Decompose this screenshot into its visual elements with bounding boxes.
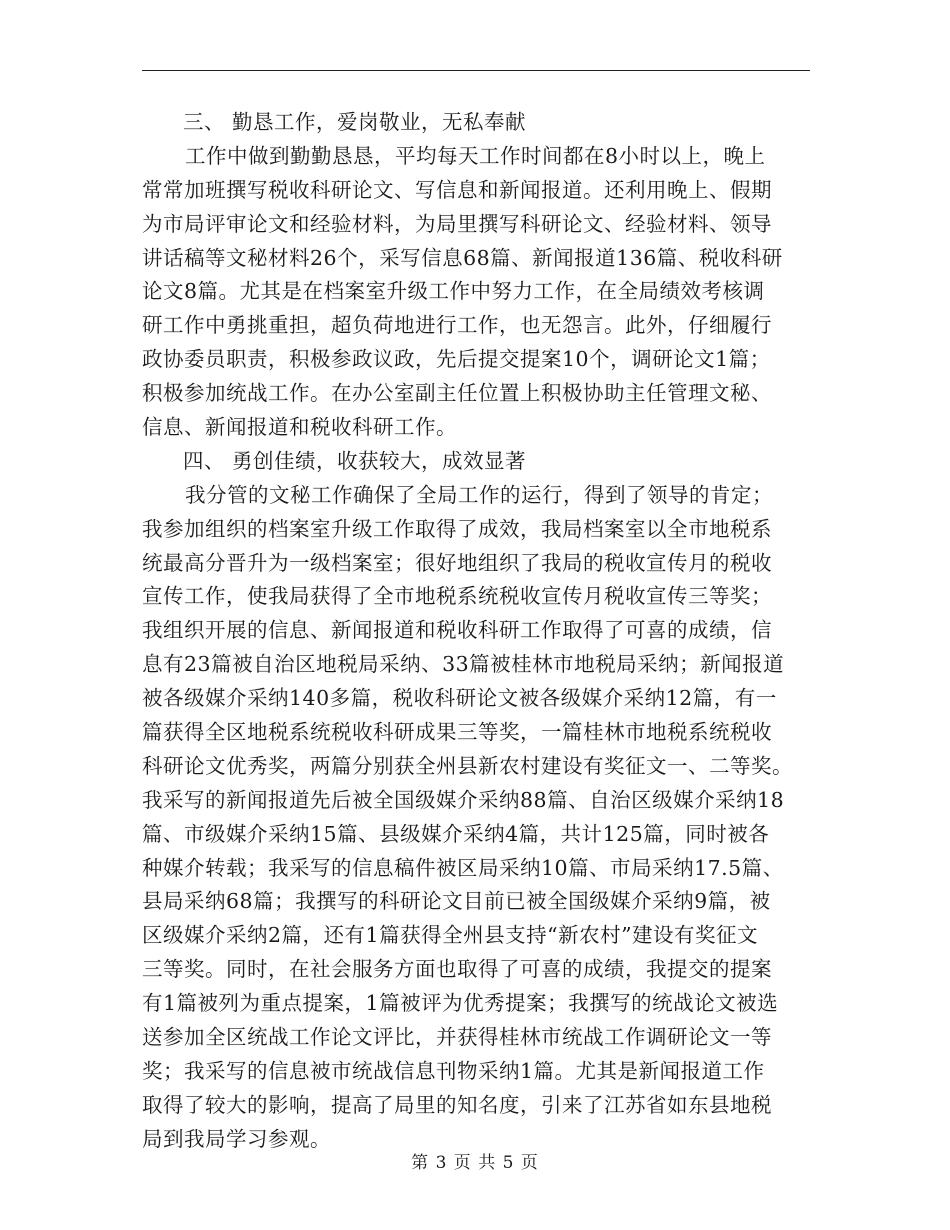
- section-heading-3: 三、 勤恳工作，爱岗敬业，无私奉献: [183, 110, 527, 134]
- paragraph-line: 奖；我采写的信息被市统战信息刊物采纳1篇。尤其是新闻报道工作: [142, 1058, 765, 1083]
- paragraph-line: 取得了较大的影响，提高了局里的知名度，引来了江苏省如东县地税: [142, 1092, 772, 1117]
- paragraph-line: 研工作中勇挑重担，超负荷地进行工作，也无怨言。此外，仔细履行: [142, 313, 772, 338]
- paragraph-line: 县局采纳68篇；我撰写的科研论文目前已被全国级媒介采纳9篇，被: [142, 889, 771, 914]
- paragraph-line: 篇获得全区地税系统税收科研成果三等奖，一篇桂林市地税系统税收: [142, 720, 772, 745]
- paragraph-line: 篇、市级媒介采纳15篇、县级媒介采纳4篇，共计125篇，同时被各: [142, 821, 770, 846]
- paragraph-line: 常常加班撰写税收科研论文、写信息和新闻报道。还利用晚上、假期: [142, 177, 772, 202]
- paragraph-line: 我参加组织的档案室升级工作取得了成效，我局档案室以全市地税系: [142, 516, 772, 541]
- paragraph-line: 科研论文优秀奖，两篇分别获全州县新农村建设有奖征文一、二等奖。: [142, 753, 793, 778]
- paragraph-line: 积极参加统战工作。在办公室副主任位置上积极协助主任管理文秘、: [142, 381, 772, 406]
- paragraph-line: 局到我局学习参观。: [142, 1126, 331, 1151]
- page-number: 第 3 页 共 5 页: [411, 1153, 539, 1173]
- paragraph-line: 论文8篇。尤其是在档案室升级工作中努力工作，在全局绩效考核调: [142, 279, 765, 304]
- paragraph-line: 讲话稿等文秘材料26个，采写信息68篇、新闻报道136篇、税收科研: [142, 245, 783, 270]
- paragraph-line: 有1篇被列为重点提案，1篇被评为优秀提案；我撰写的统战论文被选: [142, 991, 779, 1016]
- header-rule: [142, 70, 810, 71]
- paragraph-line: 宣传工作，使我局获得了全市地税系统税收宣传月税收宣传三等奖；: [142, 584, 772, 609]
- paragraph-line: 政协委员职责，积极参政议政，先后提交提案10个，调研论文1篇；: [142, 347, 771, 372]
- paragraph-line: 我采写的新闻报道先后被全国级媒介采纳88篇、自治区级媒介采纳18: [142, 787, 785, 812]
- paragraph-line: 工作中做到勤勤恳恳，平均每天工作时间都在8小时以上，晚上: [185, 143, 766, 168]
- paragraph-line: 三等奖。同时，在社会服务方面也取得了可喜的成绩，我提交的提案: [142, 957, 772, 982]
- paragraph-line: 送参加全区统战工作论文评比，并获得桂林市统战工作调研论文一等: [142, 1025, 772, 1050]
- paragraph-line: 我分管的文秘工作确保了全局工作的运行，得到了领导的肯定；: [185, 482, 773, 507]
- document-body: [142, 106, 810, 1157]
- paragraph-line: 息有23篇被自治区地税局采纳、33篇被桂林市地税局采纳；新闻报道: [142, 652, 785, 677]
- paragraph-line: 为市局评审论文和经验材料，为局里撰写科研论文、经验材料、领导: [142, 211, 772, 236]
- paragraph-line: 我组织开展的信息、新闻报道和税收科研工作取得了可喜的成绩，信: [142, 618, 772, 643]
- paragraph-line: 区级媒介采纳2篇，还有1篇获得全州县支持“新农村”建设有奖征文: [142, 923, 759, 948]
- section-heading-4: 四、 勇创佳绩，收获较大，成效显著: [183, 448, 527, 473]
- paragraph-line: 信息、新闻报道和税收科研工作。: [142, 415, 457, 440]
- paragraph-line: 被各级媒介采纳140多篇，税收科研论文被各级媒介采纳12篇，有一: [142, 686, 777, 711]
- paragraph-line: 种媒介转载；我采写的信息稿件被区局采纳10篇、市局采纳17.5篇、: [142, 855, 784, 880]
- paragraph-line: 统最高分晋升为一级档案室；很好地组织了我局的税收宣传月的税收: [142, 550, 772, 575]
